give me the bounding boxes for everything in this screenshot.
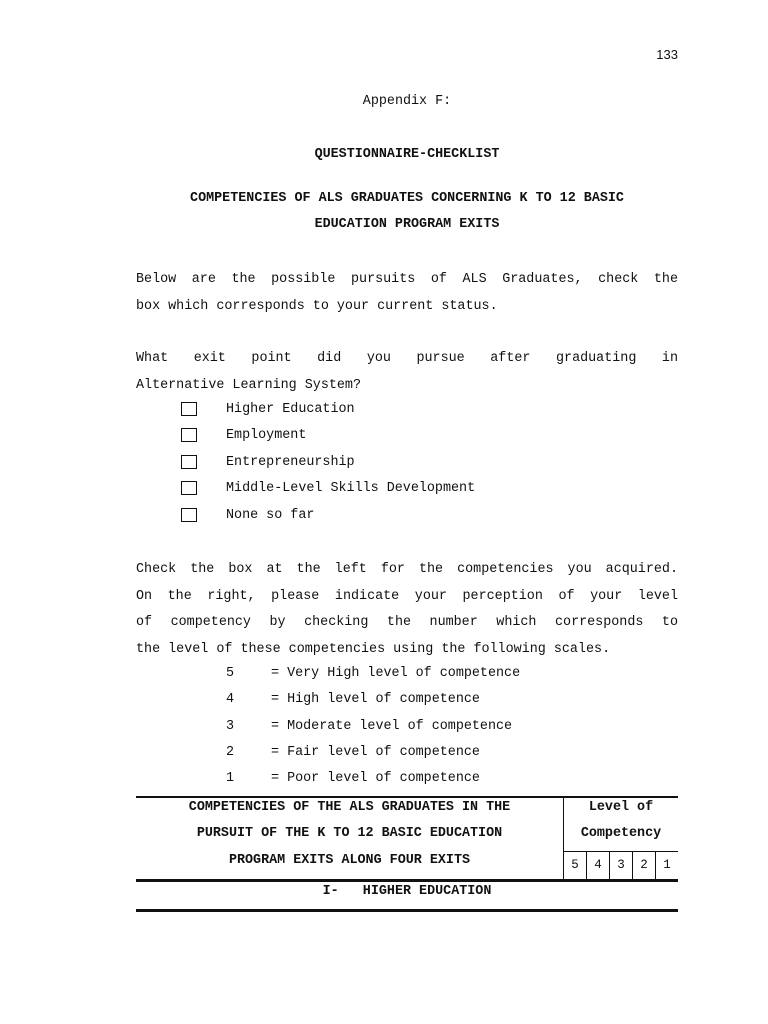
option-label: Employment xyxy=(226,428,307,443)
scale-number: 2 xyxy=(226,745,235,760)
page-number: 133 xyxy=(656,47,678,62)
instruction-line: the level of these competencies using the following scales. xyxy=(136,641,611,657)
option-label: Entrepreneurship xyxy=(226,455,355,470)
questionnaire-title: QUESTIONNAIRE-CHECKLIST xyxy=(314,147,500,162)
checkbox[interactable] xyxy=(181,508,197,522)
instruction-line: On the right, please indicate your perception of your level xyxy=(136,588,678,604)
level-header-line: Level of xyxy=(588,800,654,815)
scale-description: = Very High level of competence xyxy=(271,666,521,681)
checkbox[interactable] xyxy=(181,402,197,416)
question-line: What exit point did you pursue after graduating in xyxy=(136,351,678,366)
intro-line: box which corresponds to your current status. xyxy=(136,298,498,314)
checkbox[interactable] xyxy=(181,428,197,442)
table-bottom-border xyxy=(136,909,678,912)
level-2-cell: 2 xyxy=(640,858,648,872)
scale-description: = Moderate level of competence xyxy=(271,719,513,734)
checkbox[interactable] xyxy=(181,481,197,495)
instruction-line: Check the box at the left for the competencies you acquired. xyxy=(136,562,678,577)
checkbox[interactable] xyxy=(181,455,197,469)
level-3-cell: 3 xyxy=(617,858,625,872)
subtitle-line: EDUCATION PROGRAM EXITS xyxy=(314,217,500,232)
subtitle-line: COMPETENCIES OF ALS GRADUATES CONCERNING K TO 12 BASIC xyxy=(190,191,624,206)
section-heading: I- HIGHER EDUCATION xyxy=(322,884,492,899)
instruction-line: of competency by checking the number which corresponds to xyxy=(136,615,678,630)
scale-description: = Poor level of competence xyxy=(271,771,480,786)
table-header-line: PURSUIT OF THE K TO 12 BASIC EDUCATION xyxy=(196,826,503,841)
option-label: Middle-Level Skills Development xyxy=(226,481,476,496)
scale-number: 5 xyxy=(226,666,235,681)
scale-number: 3 xyxy=(226,719,235,734)
header-bottom-border xyxy=(136,879,678,882)
question-paragraph xyxy=(136,349,678,402)
intro-paragraph xyxy=(136,270,678,323)
option-label: Higher Education xyxy=(226,402,355,417)
level-header-line: Competency xyxy=(580,826,662,841)
intro-line: Below are the possible pursuits of ALS Graduates, check the xyxy=(136,272,678,287)
scale-number: 1 xyxy=(226,771,235,786)
instruction-paragraph xyxy=(136,560,678,666)
scale-description: = Fair level of competence xyxy=(271,745,480,760)
level-4-cell: 4 xyxy=(594,858,602,872)
table-header-line: COMPETENCIES OF THE ALS GRADUATES IN THE xyxy=(188,800,511,815)
appendix-label: Appendix F: xyxy=(362,94,452,109)
option-label: None so far xyxy=(226,508,315,523)
table-header-line: PROGRAM EXITS ALONG FOUR EXITS xyxy=(228,853,471,868)
scale-number: 4 xyxy=(226,692,235,707)
question-line: Alternative Learning System? xyxy=(136,377,361,393)
scale-description: = High level of competence xyxy=(271,692,480,707)
level-5-cell: 5 xyxy=(571,858,579,872)
table-top-border xyxy=(136,796,678,798)
level-1-cell: 1 xyxy=(663,858,671,872)
